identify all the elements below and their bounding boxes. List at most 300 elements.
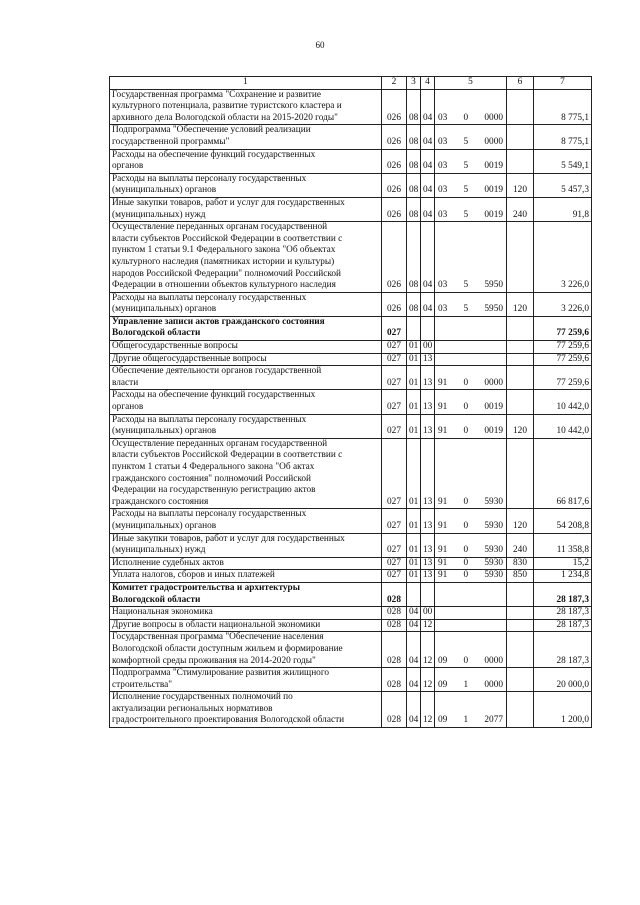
target-article-part: 0000 — [484, 377, 503, 388]
description-line: Расходы на выплаты персоналу государственных — [112, 414, 307, 425]
expense-type-code — [507, 353, 534, 366]
subsection-code: 13 — [421, 353, 435, 366]
subsection-code: 04 — [421, 197, 435, 221]
admin-code: 028 — [382, 607, 407, 620]
amount: 28 187,3 — [534, 582, 592, 606]
section-code: 08 — [407, 125, 421, 149]
subsection-code: 13 — [421, 414, 435, 438]
target-article-part: 0019 — [484, 209, 503, 220]
description-line: культурного потенциала, развитие туристского кластера и — [112, 101, 342, 112]
description-line: (муниципальных) органов — [112, 520, 217, 531]
section-code: 08 — [407, 149, 421, 173]
admin-code: 027 — [382, 316, 407, 340]
target-article-code — [435, 438, 507, 509]
table-row — [110, 353, 592, 366]
description-line: Расходы на обеспечение функций государственных — [112, 390, 316, 401]
target-article-part: 91 — [438, 402, 448, 413]
description-line: (муниципальных) нужд — [112, 545, 206, 556]
target-article-part: 0 — [463, 545, 469, 556]
expense-type-code: 120 — [507, 509, 534, 533]
table-row — [110, 509, 592, 533]
amount: 15,2 — [534, 557, 592, 570]
description-line: власти — [112, 377, 139, 388]
table-row — [110, 619, 592, 632]
expense-type-code — [507, 366, 534, 390]
admin-code: 026 — [382, 222, 407, 293]
amount: 5 457,3 — [534, 173, 592, 197]
subsection-code: 13 — [421, 390, 435, 414]
target-article-part: 2077 — [484, 715, 503, 726]
subsection-code: 12 — [421, 668, 435, 692]
description-line: Обеспечение деятельности органов государственной — [112, 366, 322, 377]
target-article-part: 03 — [438, 209, 448, 220]
amount: 66 817,6 — [534, 438, 592, 509]
description-line: Осуществление переданных органам государственной — [112, 222, 328, 233]
description-line: Исполнение государственных полномочий по — [112, 692, 293, 703]
description-line: Государственная программа "Сохранение и развитие — [112, 89, 321, 100]
description-line: Другие вопросы в области национальной экономики — [112, 619, 321, 630]
table-row — [110, 582, 592, 606]
row-description — [110, 438, 382, 509]
expense-type-code — [507, 316, 534, 340]
description-line: (муниципальных) органов — [112, 185, 217, 196]
row-description — [110, 173, 382, 197]
target-article-part: 5 — [463, 161, 469, 172]
table-row — [110, 366, 592, 390]
admin-code: 026 — [382, 292, 407, 316]
table-header-row — [110, 77, 592, 90]
subsection-code: 04 — [421, 125, 435, 149]
description-line: Подпрограмма "Обеспечение условий реализации — [112, 125, 311, 136]
target-article-part: 0019 — [484, 185, 503, 196]
target-article-part: 03 — [438, 161, 448, 172]
target-article-part: 91 — [438, 545, 448, 556]
description-line: Другие общегосударственные вопросы — [112, 353, 267, 364]
table-row — [110, 316, 592, 340]
section-code: 01 — [407, 366, 421, 390]
target-article-part: 0000 — [484, 655, 503, 666]
target-article-code — [435, 390, 507, 414]
target-article-code — [435, 89, 507, 125]
subsection-code: 12 — [421, 692, 435, 728]
target-article-part: 5950 — [484, 304, 503, 315]
description-line: комфортной среды проживания на 2014-2020 годы" — [112, 655, 316, 666]
target-article-part: 5 — [463, 280, 469, 291]
row-description — [110, 533, 382, 557]
row-description — [110, 668, 382, 692]
description-line: Расходы на выплаты персоналу государственных — [112, 292, 307, 303]
expense-type-code: 830 — [507, 557, 534, 570]
description-line: Расходы на обеспечение функций государственных — [112, 149, 316, 160]
section-code: 04 — [407, 607, 421, 620]
target-article-code — [435, 173, 507, 197]
subsection-code: 04 — [421, 292, 435, 316]
description-line: (муниципальных) органов — [112, 304, 217, 315]
target-article-part: 03 — [438, 185, 448, 196]
target-article-code — [435, 509, 507, 533]
description-line: Общегосударственные вопросы — [112, 341, 238, 352]
target-article-part: 03 — [438, 112, 448, 123]
description-line: Вологодской области — [112, 594, 201, 605]
subsection-code: 12 — [421, 619, 435, 632]
amount: 77 259,6 — [534, 353, 592, 366]
section-code: 01 — [407, 533, 421, 557]
amount: 10 442,0 — [534, 414, 592, 438]
description-line: Подпрограмма "Стимулирование развития жилищного — [112, 668, 330, 679]
header-cell-name: 1 — [110, 77, 382, 90]
description-line: Национальная экономика — [112, 607, 213, 618]
section-code: 01 — [407, 438, 421, 509]
amount: 20 000,0 — [534, 668, 592, 692]
row-description — [110, 557, 382, 570]
target-article-part: 5 — [463, 136, 469, 147]
target-article-part: 03 — [438, 280, 448, 291]
target-article-code — [435, 414, 507, 438]
description-line: гражданского состояния — [112, 496, 209, 507]
section-code — [407, 582, 421, 606]
admin-code: 028 — [382, 582, 407, 606]
row-description — [110, 607, 382, 620]
table-row — [110, 438, 592, 509]
target-article-code — [435, 353, 507, 366]
amount: 8 775,1 — [534, 89, 592, 125]
target-article-part: 03 — [438, 136, 448, 147]
amount: 91,8 — [534, 197, 592, 221]
description-line: культурного наследия (памятниках истории и культуры) — [112, 256, 335, 267]
expense-type-code — [507, 390, 534, 414]
admin-code: 027 — [382, 533, 407, 557]
subsection-code: 13 — [421, 533, 435, 557]
page-number: 60 — [315, 40, 325, 50]
target-article-part: 0000 — [484, 112, 503, 123]
admin-code: 027 — [382, 341, 407, 354]
expense-type-code: 120 — [507, 173, 534, 197]
table-row — [110, 292, 592, 316]
subsection-code: 00 — [421, 341, 435, 354]
amount: 28 187,3 — [534, 632, 592, 668]
section-code — [407, 316, 421, 340]
expense-type-code — [507, 438, 534, 509]
target-article-part: 09 — [438, 679, 448, 690]
target-article-code — [435, 341, 507, 354]
row-description — [110, 125, 382, 149]
admin-code: 028 — [382, 619, 407, 632]
section-code: 04 — [407, 668, 421, 692]
expense-type-code — [507, 632, 534, 668]
row-description — [110, 353, 382, 366]
description-line: власти субъектов Российской Федерации в соответствии с — [112, 233, 343, 244]
target-article-part: 1 — [463, 715, 469, 726]
section-code: 01 — [407, 509, 421, 533]
description-line: строительства" — [112, 679, 173, 690]
admin-code: 027 — [382, 438, 407, 509]
table-row — [110, 668, 592, 692]
header-cell-amount: 7 — [534, 77, 592, 90]
header-cell-subsection: 4 — [421, 77, 435, 90]
expense-type-code — [507, 89, 534, 125]
target-article-part: 91 — [438, 377, 448, 388]
section-code: 01 — [407, 390, 421, 414]
table-row — [110, 125, 592, 149]
description-line: актуализации региональных нормативов — [112, 703, 273, 714]
expense-type-code: 240 — [507, 533, 534, 557]
row-description — [110, 570, 382, 583]
target-article-part: 0 — [463, 496, 469, 507]
target-article-code — [435, 668, 507, 692]
description-line: Федерации в отношении объектов культурного наследия — [112, 280, 336, 291]
description-line: Расходы на выплаты персоналу государственных — [112, 173, 307, 184]
row-description — [110, 341, 382, 354]
table-row — [110, 632, 592, 668]
amount: 10 442,0 — [534, 390, 592, 414]
row-description — [110, 390, 382, 414]
amount: 28 187,3 — [534, 607, 592, 620]
section-code: 01 — [407, 341, 421, 354]
description-line: Иные закупки товаров, работ и услуг для государственных — [112, 533, 345, 544]
target-article-code — [435, 533, 507, 557]
target-article-code — [435, 692, 507, 728]
description-line: пунктом 1 статьи 4 Федерального закона "Об актах — [112, 462, 315, 472]
admin-code: 026 — [382, 173, 407, 197]
target-article-part: 09 — [438, 655, 448, 666]
table-row — [110, 173, 592, 197]
target-article-code — [435, 222, 507, 293]
table-row — [110, 222, 592, 293]
target-article-part: 5 — [463, 185, 469, 196]
description-line: Иные закупки товаров, работ и услуг для государственных — [112, 197, 345, 208]
subsection-code — [421, 582, 435, 606]
row-description — [110, 89, 382, 125]
row-description — [110, 292, 382, 316]
target-article-part: 5930 — [484, 557, 503, 568]
target-article-part: 0 — [463, 520, 469, 531]
subsection-code: 04 — [421, 173, 435, 197]
target-article-part: 0 — [463, 402, 469, 413]
target-article-part: 5950 — [484, 280, 503, 291]
description-line: Расходы на выплаты персоналу государственных — [112, 509, 307, 520]
description-line: Вологодской области доступным жильем и формирование — [112, 643, 343, 654]
description-line: органов — [112, 402, 144, 413]
row-description — [110, 414, 382, 438]
section-code: 08 — [407, 197, 421, 221]
table-row — [110, 149, 592, 173]
admin-code: 026 — [382, 149, 407, 173]
row-description — [110, 632, 382, 668]
description-line: Исполнение судебных актов — [112, 557, 224, 568]
expense-type-code: 850 — [507, 570, 534, 583]
target-article-part: 0000 — [484, 679, 503, 690]
row-description — [110, 149, 382, 173]
target-article-code — [435, 366, 507, 390]
admin-code: 028 — [382, 632, 407, 668]
target-article-part: 0 — [463, 426, 469, 437]
admin-code: 026 — [382, 197, 407, 221]
description-line: органов — [112, 161, 144, 172]
target-article-code — [435, 570, 507, 583]
row-description — [110, 692, 382, 728]
target-article-part: 03 — [438, 304, 448, 315]
admin-code: 027 — [382, 414, 407, 438]
description-line: (муниципальных) нужд — [112, 209, 206, 220]
section-code: 01 — [407, 557, 421, 570]
amount: 77 259,6 — [534, 316, 592, 340]
subsection-code: 13 — [421, 557, 435, 570]
section-code: 01 — [407, 414, 421, 438]
target-article-part: 0019 — [484, 161, 503, 172]
table-row — [110, 341, 592, 354]
table-row — [110, 557, 592, 570]
target-article-part: 91 — [438, 520, 448, 531]
target-article-code — [435, 582, 507, 606]
target-article-code — [435, 197, 507, 221]
expense-type-code — [507, 619, 534, 632]
target-article-part: 0000 — [484, 136, 503, 147]
target-article-part: 91 — [438, 557, 448, 568]
target-article-part: 5930 — [484, 570, 503, 581]
amount: 77 259,6 — [534, 341, 592, 354]
subsection-code: 04 — [421, 149, 435, 173]
section-code: 01 — [407, 570, 421, 583]
target-article-code — [435, 632, 507, 668]
table-row — [110, 692, 592, 728]
description-line: (муниципальных) органов — [112, 426, 217, 437]
description-line: Комитет градостроительства и архитектуры — [112, 582, 300, 593]
description-line: народов Российской Федерации" полномочий Российской — [112, 268, 342, 279]
target-article-part: 5930 — [484, 496, 503, 507]
section-code: 08 — [407, 173, 421, 197]
header-cell-target-article: 5 — [435, 77, 507, 90]
target-article-code — [435, 292, 507, 316]
amount: 3 226,0 — [534, 292, 592, 316]
target-article-code — [435, 149, 507, 173]
section-code: 08 — [407, 222, 421, 293]
target-article-part: 5 — [463, 304, 469, 315]
table-row — [110, 570, 592, 583]
description-line: власти субъектов Российской Федерации в соответствии с — [112, 450, 343, 461]
header-cell-expense-type: 6 — [507, 77, 534, 90]
table-row — [110, 533, 592, 557]
amount: 3 226,0 — [534, 222, 592, 293]
row-description — [110, 197, 382, 221]
admin-code: 028 — [382, 668, 407, 692]
table-row — [110, 414, 592, 438]
header-cell-admin: 2 — [382, 77, 407, 90]
target-article-code — [435, 125, 507, 149]
amount: 28 187,3 — [534, 619, 592, 632]
subsection-code: 13 — [421, 570, 435, 583]
subsection-code — [421, 316, 435, 340]
section-code: 04 — [407, 619, 421, 632]
description-line: Управление записи актов гражданского состояния — [112, 316, 325, 327]
admin-code: 028 — [382, 692, 407, 728]
table-row — [110, 89, 592, 125]
row-description — [110, 619, 382, 632]
expense-type-code: 120 — [507, 292, 534, 316]
target-article-part: 0019 — [484, 402, 503, 413]
expense-type-code — [507, 341, 534, 354]
target-article-code — [435, 619, 507, 632]
expense-type-code — [507, 582, 534, 606]
section-code: 08 — [407, 292, 421, 316]
row-description — [110, 316, 382, 340]
subsection-code: 13 — [421, 366, 435, 390]
amount: 1 234,8 — [534, 570, 592, 583]
expense-type-code: 120 — [507, 414, 534, 438]
admin-code: 027 — [382, 509, 407, 533]
row-description — [110, 582, 382, 606]
target-article-part: 91 — [438, 570, 448, 581]
subsection-code: 13 — [421, 509, 435, 533]
amount: 54 208,8 — [534, 509, 592, 533]
amount: 11 358,8 — [534, 533, 592, 557]
subsection-code: 13 — [421, 438, 435, 509]
admin-code: 027 — [382, 557, 407, 570]
target-article-part: 09 — [438, 715, 448, 726]
admin-code: 026 — [382, 125, 407, 149]
target-article-code — [435, 557, 507, 570]
target-article-part: 0019 — [484, 426, 503, 437]
expense-type-code — [507, 668, 534, 692]
description-line: пунктом 1 статьи 9.1 Федерального закона "Об объектах — [112, 245, 336, 256]
target-article-part: 0 — [463, 557, 469, 568]
expense-type-code — [507, 607, 534, 620]
admin-code: 026 — [382, 89, 407, 125]
subsection-code: 04 — [421, 222, 435, 293]
admin-code: 027 — [382, 390, 407, 414]
expense-type-code — [507, 149, 534, 173]
expense-type-code — [507, 692, 534, 728]
subsection-code: 12 — [421, 632, 435, 668]
target-article-code — [435, 607, 507, 620]
table-row — [110, 607, 592, 620]
section-code: 08 — [407, 89, 421, 125]
description-line: Вологодской области — [112, 328, 201, 339]
row-description — [110, 222, 382, 293]
expense-type-code — [507, 222, 534, 293]
target-article-part: 91 — [438, 496, 448, 507]
admin-code: 027 — [382, 366, 407, 390]
description-line: Федерации на государственную регистрацию актов — [112, 485, 316, 496]
amount: 8 775,1 — [534, 125, 592, 149]
table-row — [110, 197, 592, 221]
table-row — [110, 390, 592, 414]
admin-code: 027 — [382, 353, 407, 366]
target-article-part: 91 — [438, 426, 448, 437]
description-line: градостроительного проектирования Вологодской области — [112, 715, 345, 726]
section-code: 04 — [407, 632, 421, 668]
target-article-part: 0 — [463, 377, 469, 388]
amount: 5 549,1 — [534, 149, 592, 173]
subsection-code: 00 — [421, 607, 435, 620]
description-line: Осуществление переданных органам государственной — [112, 438, 328, 449]
target-article-part: 0 — [463, 570, 469, 581]
description-line: Государственная программа "Обеспечение населения — [112, 632, 324, 643]
description-line: архивного дела Вологодской области на 2015-2020 годы" — [112, 112, 338, 123]
description-line: Уплата налогов, сборов и иных платежей — [112, 570, 275, 581]
amount: 1 200,0 — [534, 692, 592, 728]
target-article-part: 0 — [463, 655, 469, 666]
subsection-code: 04 — [421, 89, 435, 125]
target-article-part: 5930 — [484, 545, 503, 556]
header-cell-section: 3 — [407, 77, 421, 90]
section-code: 01 — [407, 353, 421, 366]
budget-table — [109, 76, 592, 728]
target-article-part: 1 — [463, 679, 469, 690]
admin-code: 027 — [382, 570, 407, 583]
target-article-part: 5930 — [484, 520, 503, 531]
expense-type-code — [507, 125, 534, 149]
section-code: 04 — [407, 692, 421, 728]
